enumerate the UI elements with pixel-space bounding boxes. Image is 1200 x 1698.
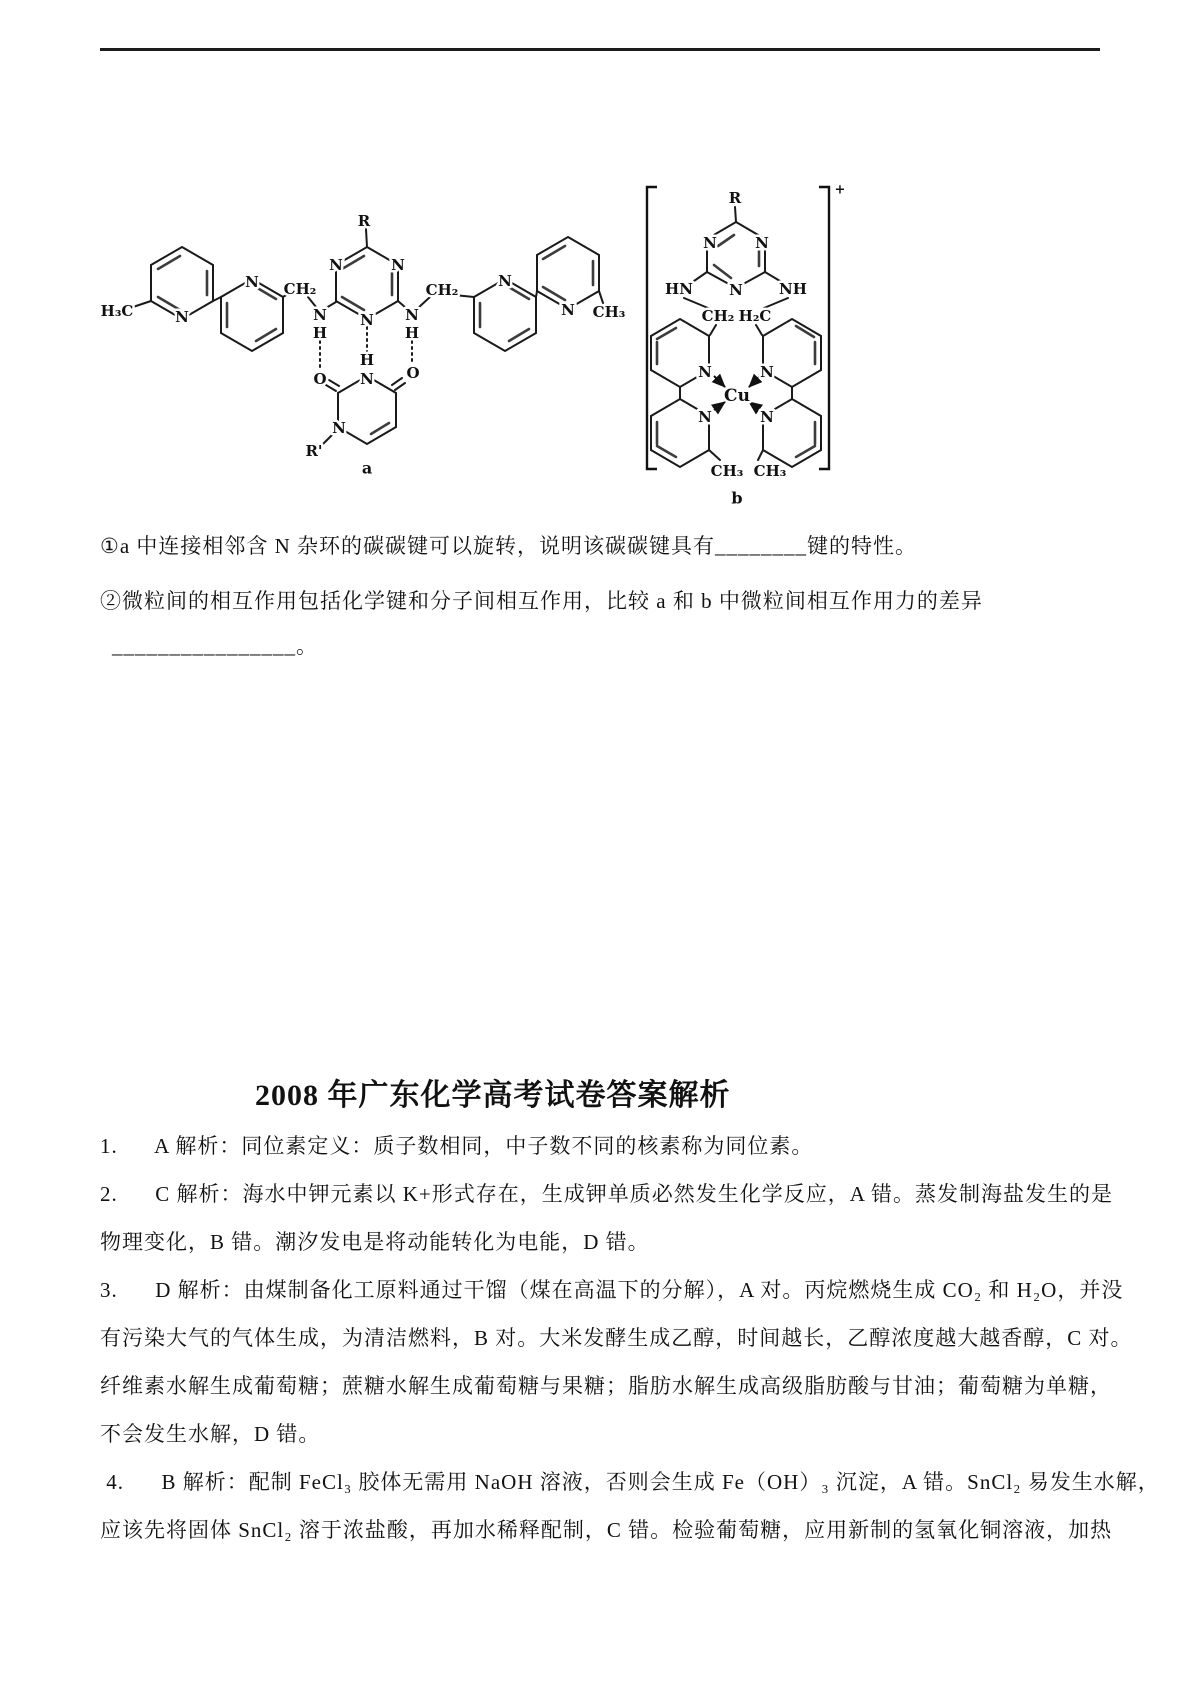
atom-label: CH₂ xyxy=(283,280,317,298)
atom-label: H xyxy=(359,351,375,369)
atom-label: N xyxy=(498,272,512,290)
answer-line: 1. A 解析：同位素定义：质子数相同，中子数不同的核素称为同位素。 xyxy=(100,1134,814,1158)
charge-label: + xyxy=(834,182,846,198)
atom-label: N xyxy=(729,281,743,299)
atom-label: R xyxy=(728,189,742,207)
atom-label: CH₃ xyxy=(710,462,744,480)
answer-line: 有污染大气的气体生成，为清洁燃料，B 对。大米发酵生成乙醇，时间越长，乙醇浓度越大越香醇，C 对。 xyxy=(100,1326,1133,1350)
question-1: ①a 中连接相邻含 N 杂环的碳碳键可以旋转，说明该碳碳键具有________键的特性。 xyxy=(100,534,918,558)
atom-label: N xyxy=(760,408,774,426)
atom-label: N xyxy=(329,256,343,274)
answers-body xyxy=(100,1122,1160,1554)
cu-center-label: Cu xyxy=(724,386,750,406)
structure-b xyxy=(647,183,845,508)
figure-a-caption: a xyxy=(361,458,373,478)
atom-label: N xyxy=(405,306,419,324)
atom-label: R xyxy=(357,212,371,230)
structure-b-bonds xyxy=(651,207,821,467)
answer-line: 应该先将固体 SnCl₂ 溶于浓盐酸，再加水稀释配制，C 错。检验葡萄糖，应用新制的氢氧化铜溶液，加热 xyxy=(100,1518,1113,1542)
answers-title: 2008 年广东化学高考试卷答案解析 xyxy=(255,1079,731,1112)
structure-a-bonds xyxy=(130,229,603,445)
atom-label: N xyxy=(698,363,712,381)
atom-label: N xyxy=(360,370,374,388)
atom-label: N xyxy=(760,363,774,381)
atom-label: N xyxy=(561,301,575,319)
atom-label: R' xyxy=(305,442,323,460)
atom-label: H xyxy=(404,324,420,342)
answer-line: 2. C 解析：海水中钾元素以 K+形式存在，生成钾单质必然发生化学反应，A 错。蒸发制海盐发生的是 xyxy=(100,1182,1114,1206)
structures-svg xyxy=(90,145,910,515)
atom-label: N xyxy=(313,306,327,324)
atom-label: N xyxy=(175,308,189,326)
atom-label: H₂C xyxy=(738,307,772,325)
atom-label: CH₂ xyxy=(425,281,459,299)
answer-line: 物理变化，B 错。潮汐发电是将动能转化为电能，D 错。 xyxy=(100,1230,650,1254)
atom-label: CH₃ xyxy=(753,462,787,480)
answer-line: 3. D 解析：由煤制备化工原料通过干馏（煤在高温下的分解），A 对。丙烷燃烧生成 CO₂ 和 H₂O，并没 xyxy=(100,1278,1124,1302)
atom-label: N xyxy=(755,234,769,252)
atom-label: CH₂ xyxy=(701,307,735,325)
chemical-structures-figure xyxy=(90,145,910,515)
atom-label: N xyxy=(391,256,405,274)
atom-label: N xyxy=(360,311,374,329)
atom-label: N xyxy=(698,408,712,426)
answer-line: 纤维素水解生成葡萄糖；蔗糖水解生成葡萄糖与果糖；脂肪水解生成高级脂肪酸与甘油；葡萄糖为单糖， xyxy=(100,1374,1112,1398)
atom-label: N xyxy=(703,234,717,252)
answer-line: 4. B 解析：配制 FeCl₃ 胶体无需用 NaOH 溶液，否则会生成 Fe（OH）₃ 沉淀，A 错。SnCl₂ 易发生水解， xyxy=(100,1470,1160,1494)
atom-label: H xyxy=(312,324,328,342)
answer-line: 不会发生水解，D 错。 xyxy=(100,1422,321,1446)
structure-a xyxy=(101,212,626,478)
atom-label: HN xyxy=(665,280,693,298)
atom-label: O xyxy=(313,370,327,388)
question-2-blank: ________________。 xyxy=(112,634,318,658)
atom-label: H₃C xyxy=(100,302,134,320)
atom-label: N xyxy=(245,273,259,291)
atom-label: NH xyxy=(779,280,807,298)
figure-b-caption: b xyxy=(731,488,743,508)
atom-label: CH₃ xyxy=(592,303,626,321)
atom-label: O xyxy=(406,364,420,382)
question-2: ②微粒间的相互作用包括化学键和分子间相互作用，比较 a 和 b 中微粒间相互作用力的差异 xyxy=(100,589,983,613)
atom-label: N xyxy=(332,419,346,437)
header-rule xyxy=(100,48,1100,51)
structure-b-atom-labels xyxy=(665,189,807,480)
